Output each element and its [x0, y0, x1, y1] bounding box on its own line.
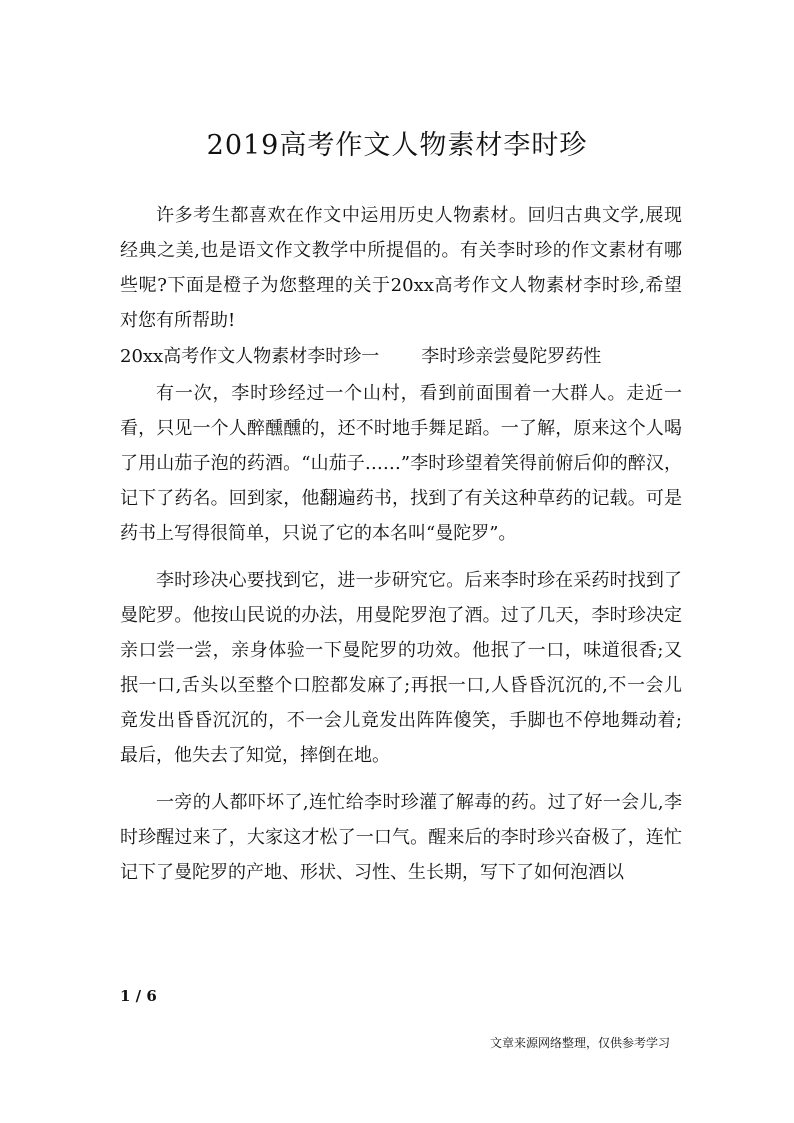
intro-paragraph: 许多考生都喜欢在作文中运用历史人物素材。回归古典文学,展现经典之美,也是语文作文教学中所提倡的。有关李时珍的作文素材有哪些呢?下面是橙子为您整理的关于20xx高考作文人物素材李时珍,希望对您有所帮助! [120, 205, 682, 331]
section-subtitle: 李时珍亲尝曼陀罗药性 [421, 346, 602, 367]
section-heading: 20xx高考作文人物素材李时珍一 [120, 346, 380, 367]
page-number: 1 / 6 [120, 987, 157, 1005]
story-paragraph-3: 一旁的人都吓坏了,连忙给李时珍灌了解毒的药。过了好一会儿,李时珍醒过来了，大家这才松了一口气。醒来后的李时珍兴奋极了，连忙记下了曼陀罗的产地、形状、习性、生长期，写下了如何泡酒以 [120, 792, 682, 883]
document-body [120, 198, 682, 890]
section-heading-line [120, 338, 682, 376]
story-paragraph-1: 有一次，李时珍经过一个山村，看到前面围着一大群人。走近一看，只见一个人醉醺醺的，还不时地手舞足蹈。一了解，原来这个人喝了用山茄子泡的药酒。“山茄子……”李时珍望着笑得前俯后仰的醉汉，记下了药名。回到家，他翻遍药书，找到了有关这种草药的记载。可是药书上写得很简单，只说了它的本名叫“曼陀罗”。 [120, 383, 682, 544]
document-title: 2019高考作文人物素材李时珍 [206, 130, 588, 161]
story-paragraph-2: 李时珍决心要找到它，进一步研究它。后来李时珍在采药时找到了曼陀罗。他按山民说的办法，用曼陀罗泡了酒。过了几天，李时珍决定亲口尝一尝，亲身体验一下曼陀罗的功效。他抿了一口，味道很香;又抿一口,舌头以至整个口腔都发麻了;再抿一口,人昏昏沉沉的,不一会儿竟发出昏昏沉沉的，不一会儿竟发出阵阵傻笑，手脚也不停地舞动着;最后，他失去了知觉，摔倒在地。 [120, 570, 682, 766]
footer-note: 文章来源网络整理，仅供参考学习 [489, 1036, 670, 1050]
